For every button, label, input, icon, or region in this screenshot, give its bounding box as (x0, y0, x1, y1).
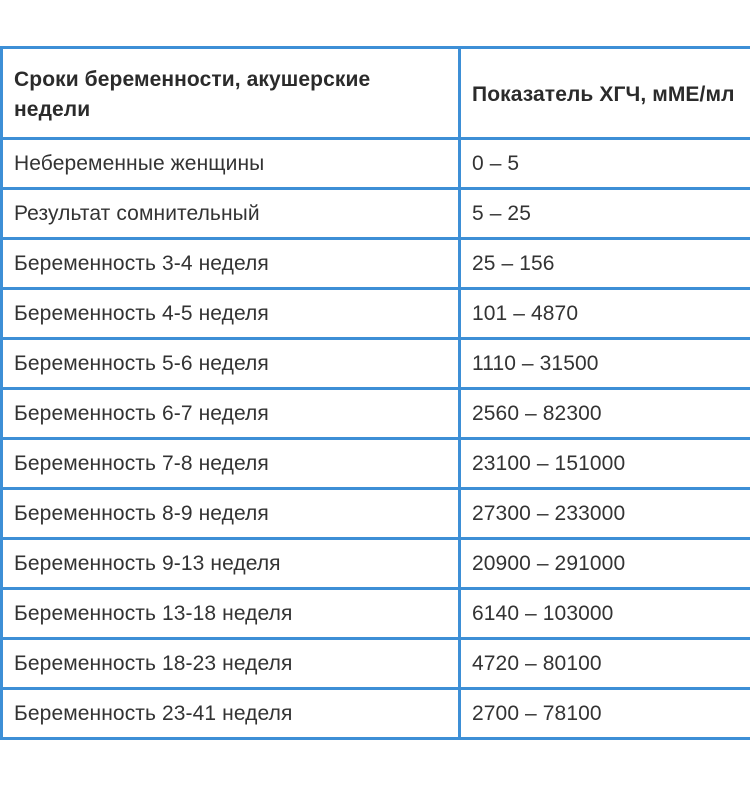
table-header-row (2, 48, 750, 139)
row-value: 6140 – 103000 (460, 589, 750, 639)
row-label: Беременность 6-7 неделя (2, 389, 460, 439)
row-value: 0 – 5 (460, 139, 750, 189)
row-label: Беременность 4-5 неделя (2, 289, 460, 339)
row-label: Беременность 7-8 неделя (2, 439, 460, 489)
table-row (2, 239, 750, 289)
row-label: Небеременные женщины (2, 139, 460, 189)
row-value: 27300 – 233000 (460, 489, 750, 539)
header-gestation-weeks: Сроки беременности, акушерские недели (2, 48, 460, 139)
table-row (2, 539, 750, 589)
row-value: 23100 – 151000 (460, 439, 750, 489)
row-value: 2700 – 78100 (460, 689, 750, 739)
row-value: 101 – 4870 (460, 289, 750, 339)
row-label: Беременность 3-4 неделя (2, 239, 460, 289)
table-row (2, 489, 750, 539)
header-hcg-level: Показатель ХГЧ, мМЕ/мл (460, 48, 750, 139)
row-label: Беременность 13-18 неделя (2, 589, 460, 639)
row-label: Беременность 8-9 неделя (2, 489, 460, 539)
table-row (2, 139, 750, 189)
table-row (2, 439, 750, 489)
table-row (2, 589, 750, 639)
table-row (2, 389, 750, 439)
row-label: Беременность 23-41 неделя (2, 689, 460, 739)
table-row (2, 639, 750, 689)
row-label: Беременность 9-13 неделя (2, 539, 460, 589)
table-row (2, 189, 750, 239)
row-value: 25 – 156 (460, 239, 750, 289)
row-label: Беременность 5-6 неделя (2, 339, 460, 389)
table-row (2, 339, 750, 389)
row-label: Результат сомнительный (2, 189, 460, 239)
row-label: Беременность 18-23 неделя (2, 639, 460, 689)
hcg-table-container (0, 46, 750, 740)
row-value: 2560 – 82300 (460, 389, 750, 439)
row-value: 5 – 25 (460, 189, 750, 239)
row-value: 4720 – 80100 (460, 639, 750, 689)
table-row (2, 289, 750, 339)
table-row (2, 689, 750, 739)
hcg-levels-table (0, 46, 750, 740)
row-value: 1110 – 31500 (460, 339, 750, 389)
row-value: 20900 – 291000 (460, 539, 750, 589)
